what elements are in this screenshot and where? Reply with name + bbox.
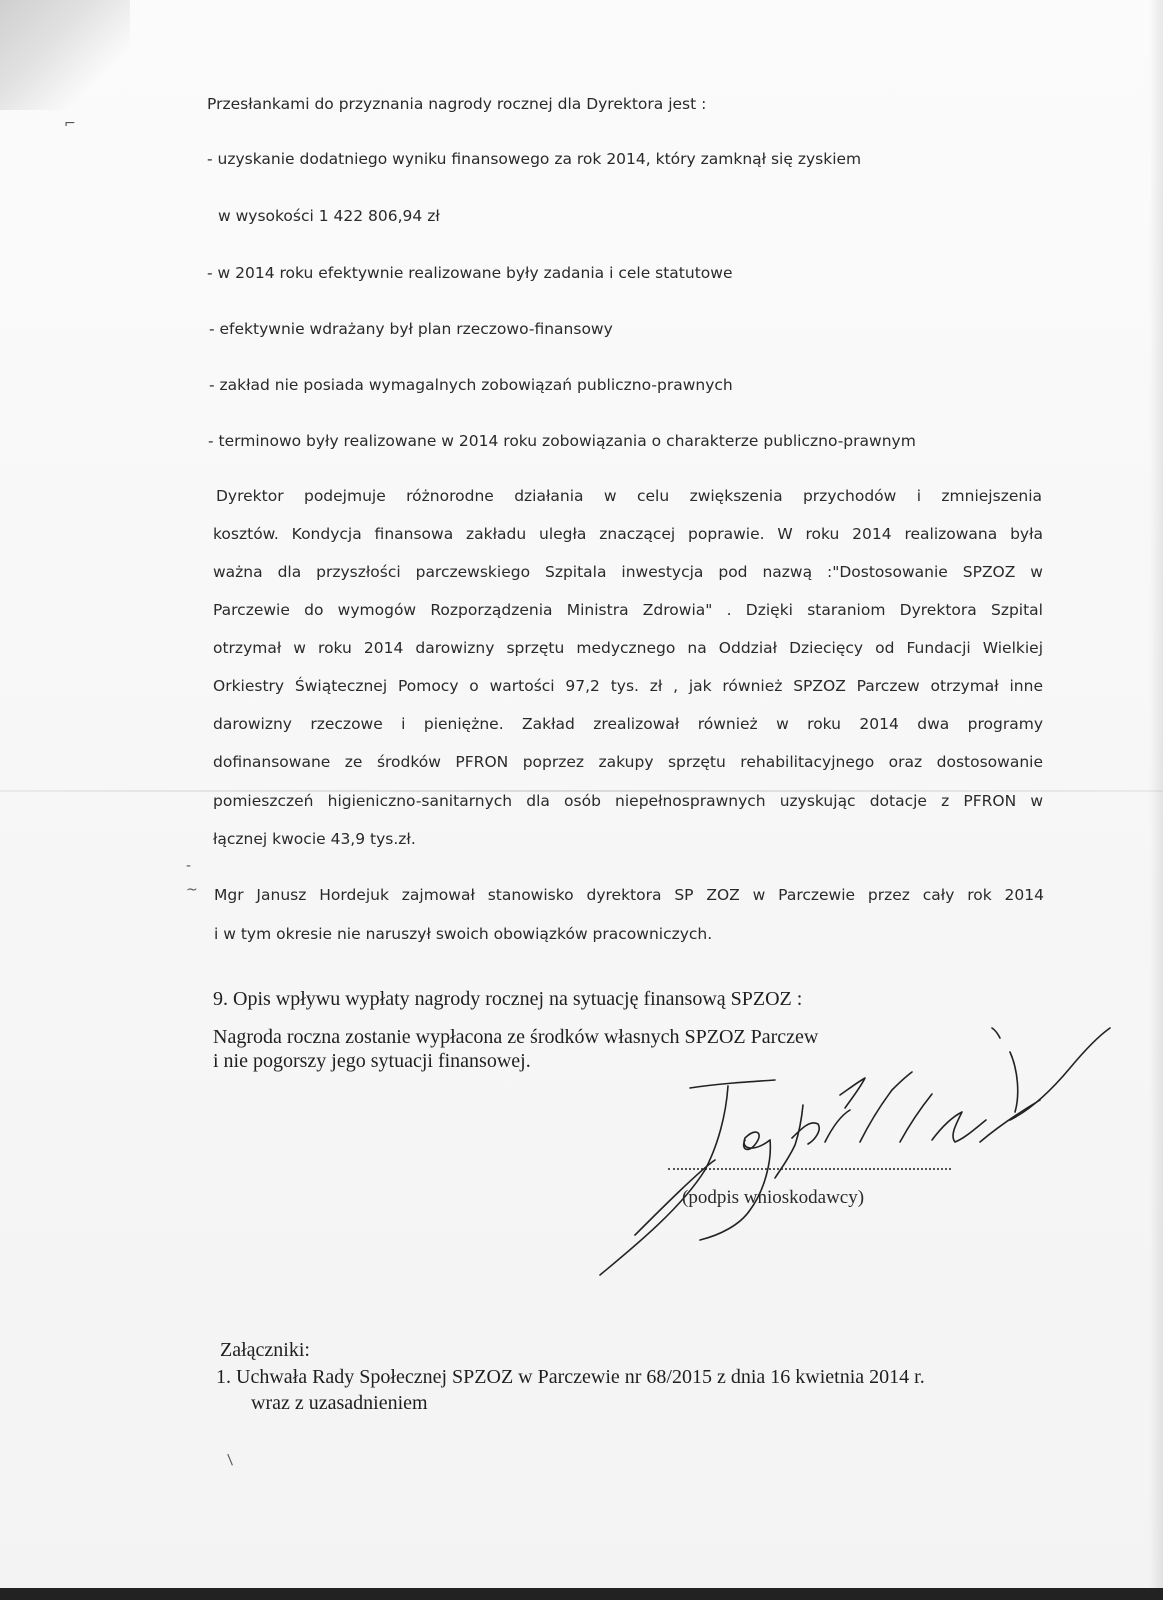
section-line: Nagroda roczna zostanie wypłacona ze środków własnych SPZOZ Parczew <box>213 1026 819 1048</box>
criteria-item: w wysokości 1 422 806,94 zł <box>218 207 440 225</box>
page-edge-shadow <box>1149 0 1163 1600</box>
criteria-item: - uzyskanie dodatniego wyniku finansowego za rok 2014, który zamknął się zyskiem <box>207 150 862 168</box>
folded-corner <box>0 0 130 110</box>
paragraph-line: Dyrektor podejmuje różnorodne działania w celu zwiększenia przychodów i zmniejszenia <box>216 487 1042 505</box>
page-bottom-edge <box>0 1588 1163 1600</box>
scan-mark: ⌐ <box>64 116 76 132</box>
scan-mark: - <box>186 858 192 874</box>
attachment-item: wraz z uzasadnieniem <box>216 1392 428 1414</box>
paragraph-line: Orkiestry Świątecznej Pomocy o wartości 97,2 tys. zł , jak również SPZOZ Parczew otrzymał inne <box>213 677 1043 695</box>
scan-mark: / <box>223 1452 238 1468</box>
paragraph-line: łącznej kwocie 43,9 tys.zł. <box>213 830 416 848</box>
signature-caption: (podpis wnioskodawcy) <box>682 1187 865 1208</box>
paragraph-line: dofinansowane ze środków PFRON poprzez zakupy sprzętu rehabilitacyjnego oraz dostosowanie <box>213 753 1043 771</box>
criteria-item: - w 2014 roku efektywnie realizowane były zadania i cele statutowe <box>207 264 733 282</box>
paragraph-line: otrzymał w roku 2014 darowizny sprzętu medycznego na Oddział Dziecięcy od Fundacji Wielkiej <box>213 639 1043 657</box>
criteria-intro: Przesłankami do przyznania nagrody rocznej dla Dyrektora jest : <box>207 95 707 113</box>
handwritten-signature <box>540 1020 1140 1320</box>
attachments-heading: Załączniki: <box>220 1339 310 1361</box>
criteria-item: - terminowo były realizowane w 2014 roku zobowiązania o charakterze publiczno-prawnym <box>208 432 916 450</box>
paragraph-line: Mgr Janusz Hordejuk zajmował stanowisko dyrektora SP ZOZ w Parczewie przez cały rok 2014 <box>214 886 1044 904</box>
paragraph-line: darowizny rzeczowe i pieniężne. Zakład zrealizował również w roku 2014 dwa programy <box>213 715 1043 733</box>
criteria-item: - zakład nie posiada wymagalnych zobowiązań publiczno-prawnych <box>209 376 733 394</box>
paragraph-line: i w tym okresie nie naruszył swoich obowiązków pracowniczych. <box>214 925 713 943</box>
section-line: i nie pogorszy jego sytuacji finansowej. <box>213 1050 531 1072</box>
attachment-item: 1. Uchwała Rady Społecznej SPZOZ w Parczewie nr 68/2015 z dnia 16 kwietnia 2014 r. <box>216 1366 925 1388</box>
paragraph-line: Parczewie do wymogów Rozporządzenia Ministra Zdrowia" . Dzięki staraniom Dyrektora Szpital <box>213 601 1043 619</box>
scan-mark: ~ <box>186 882 198 898</box>
paragraph-line: kosztów. Kondycja finansowa zakładu uległa znaczącej poprawie. W roku 2014 realizowana była <box>213 525 1043 543</box>
paragraph-line: ważna dla przyszłości parczewskiego Szpitala inwestycja pod nazwą :"Dostosowanie SPZOZ w <box>213 563 1043 581</box>
criteria-item: - efektywnie wdrażany był plan rzeczowo-finansowy <box>209 320 613 338</box>
section-heading: 9. Opis wpływu wypłaty nagrody rocznej na sytuację finansową SPZOZ : <box>213 988 803 1010</box>
paragraph-line: pomieszczeń higieniczno-sanitarnych dla osób niepełnosprawnych uzyskując dotacje z PFRON w <box>213 792 1043 810</box>
